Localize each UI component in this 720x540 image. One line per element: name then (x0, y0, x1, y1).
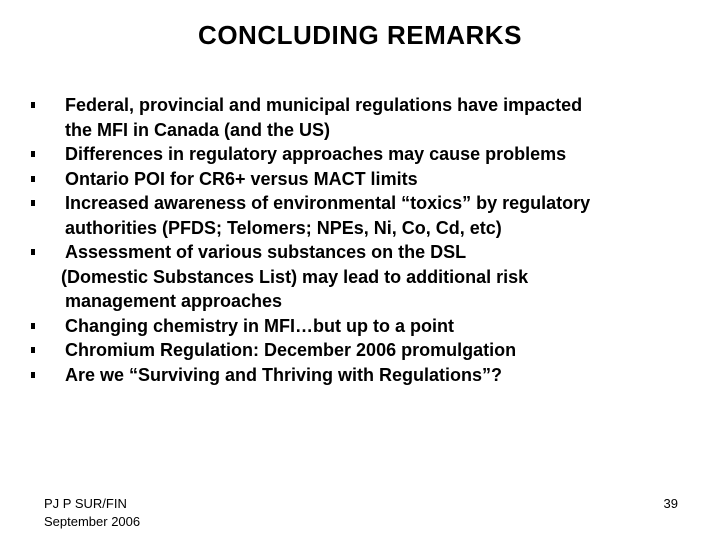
bullet-line: Increased awareness of environmental “toxics” by regulatory (65, 193, 591, 213)
bullet-item (0, 191, 720, 240)
bullet-line: Changing chemistry in MFI…but up to a point (65, 315, 454, 336)
footer-author: PJ P SUR/FIN (44, 496, 127, 511)
bullet-item (0, 314, 720, 339)
bullet-item (0, 93, 720, 142)
bullet-list (0, 93, 720, 387)
bullet-marker-icon (31, 151, 35, 157)
slide-title: CONCLUDING REMARKS (198, 20, 522, 50)
footer-date: September 2006 (44, 514, 141, 529)
bullet-line: Are we “Surviving and Thriving with Regulations”? (65, 364, 503, 385)
bullet-line: Chromium Regulation: December 2006 promulgation (65, 340, 517, 360)
bullet-item (0, 240, 720, 314)
bullet-marker-icon (31, 323, 35, 329)
bullet-item (0, 363, 720, 388)
bullet-marker-icon (31, 249, 35, 255)
bullet-line: authorities (PFDS; Telomers; NPEs, Ni, Co, Cd, etc) (65, 217, 502, 238)
bullet-marker-icon (31, 347, 35, 353)
bullet-line: the MFI in Canada (and the US) (65, 119, 331, 140)
bullet-marker-icon (31, 102, 35, 108)
footer-info (44, 495, 140, 531)
bullet-item (0, 338, 720, 363)
bullet-line: Differences in regulatory approaches may cause problems (65, 144, 567, 164)
bullet-item (0, 167, 720, 192)
bullet-marker-icon (31, 372, 35, 378)
bullet-line: Ontario POI for CR6+ versus MACT limits (65, 168, 418, 189)
bullet-marker-icon (31, 176, 35, 182)
page-number: 39 (663, 496, 678, 511)
bullet-line: Assessment of various substances on the DSL (65, 242, 467, 262)
bullet-line: (Domestic Substances List) may lead to additional risk (61, 266, 529, 287)
bullet-marker-icon (31, 200, 35, 206)
bullet-line: management approaches (65, 291, 283, 311)
bullet-line: Federal, provincial and municipal regulations have impacted (65, 95, 583, 115)
bullet-item (0, 142, 720, 167)
